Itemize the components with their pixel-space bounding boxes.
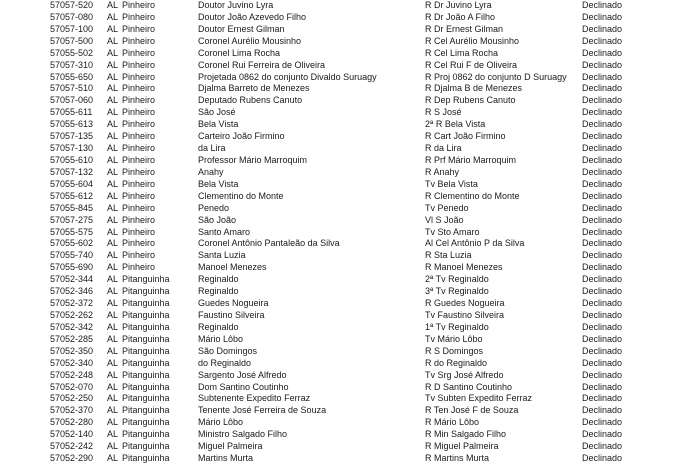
cell-cep: 57052-250 xyxy=(50,393,94,404)
table-row xyxy=(50,12,697,24)
table-row xyxy=(50,143,697,155)
cell-logradouro: da Lira xyxy=(198,143,226,154)
cell-logradouro: Professor Mário Marroquim xyxy=(198,154,308,165)
table-row xyxy=(50,453,697,465)
cell-bairro: Pinheiro xyxy=(122,226,156,237)
cell-abreviatura: 2ª Tv Reginaldo xyxy=(425,274,489,285)
cell-abreviatura: R do Reginaldo xyxy=(425,357,488,368)
cell-cep: 57057-100 xyxy=(50,23,94,34)
cell-situacao: Declinado xyxy=(582,35,623,46)
cell-bairro: Pinheiro xyxy=(122,190,156,201)
cell-abreviatura: R Miguel Palmeira xyxy=(425,441,499,452)
cell-cep: 57057-510 xyxy=(50,83,94,94)
cell-bairro: Pinheiro xyxy=(122,178,156,189)
table-row xyxy=(50,107,697,119)
cell-cep: 57052-346 xyxy=(50,286,94,297)
cell-cep: 57052-248 xyxy=(50,369,94,380)
cell-uf: AL xyxy=(107,262,119,273)
cell-cep: 57057-130 xyxy=(50,143,94,154)
cell-abreviatura: R Martins Murta xyxy=(425,453,490,464)
cell-situacao: Declinado xyxy=(582,238,623,249)
cell-logradouro: Djalma Barreto de Menezes xyxy=(198,83,310,94)
cell-cep: 57057-080 xyxy=(50,11,94,22)
cell-bairro: Pitanguinha xyxy=(122,333,170,344)
cell-bairro: Pinheiro xyxy=(122,0,156,10)
cell-uf: AL xyxy=(107,250,119,261)
cell-uf: AL xyxy=(107,238,119,249)
cell-logradouro: Miguel Palmeira xyxy=(198,441,263,452)
table-row xyxy=(50,358,697,370)
cell-uf: AL xyxy=(107,95,119,106)
cell-cep: 57052-344 xyxy=(50,274,94,285)
cell-logradouro: Faustino Silveira xyxy=(198,309,265,320)
cell-abreviatura: R Cel Aurélio Mousinho xyxy=(425,35,520,46)
cell-cep: 57055-690 xyxy=(50,262,94,273)
cell-abreviatura: R Clementino do Monte xyxy=(425,190,520,201)
cell-logradouro: Santo Amaro xyxy=(198,226,251,237)
cell-abreviatura: 2ª R Bela Vista xyxy=(425,119,486,130)
cell-logradouro: São Domingos xyxy=(198,345,258,356)
cell-situacao: Declinado xyxy=(582,23,623,34)
cell-abreviatura: R D Santino Coutinho xyxy=(425,381,513,392)
cell-bairro: Pitanguinha xyxy=(122,286,170,297)
cell-logradouro: Subtenente Expedito Ferraz xyxy=(198,393,311,404)
cell-situacao: Declinado xyxy=(582,95,623,106)
cell-situacao: Declinado xyxy=(582,202,623,213)
cell-cep: 57055-612 xyxy=(50,190,94,201)
table-row xyxy=(50,24,697,36)
cell-abreviatura: R da Lira xyxy=(425,143,462,154)
cell-situacao: Declinado xyxy=(582,47,623,58)
cell-cep: 57055-575 xyxy=(50,226,94,237)
cell-bairro: Pitanguinha xyxy=(122,345,170,356)
cell-cep: 57057-132 xyxy=(50,166,94,177)
cell-abreviatura: R Ten José F de Souza xyxy=(425,405,519,416)
cell-abreviatura: Tv Sto Amaro xyxy=(425,226,480,237)
cell-abreviatura: R Anahy xyxy=(425,166,460,177)
cell-situacao: Declinado xyxy=(582,0,623,10)
cell-logradouro: Bela Vista xyxy=(198,119,239,130)
cell-situacao: Declinado xyxy=(582,393,623,404)
cell-logradouro: Santa Luzia xyxy=(198,250,246,261)
cell-bairro: Pitanguinha xyxy=(122,453,170,464)
cell-cep: 57055-604 xyxy=(50,178,94,189)
cell-logradouro: Manoel Menezes xyxy=(198,262,267,273)
table-row xyxy=(50,119,697,131)
cell-abreviatura: R Cel Rui F de Oliveira xyxy=(425,59,518,70)
table-row xyxy=(50,95,697,107)
cell-bairro: Pinheiro xyxy=(122,214,156,225)
table-row xyxy=(50,334,697,346)
cell-abreviatura: R Djalma B de Menezes xyxy=(425,83,523,94)
cell-bairro: Pinheiro xyxy=(122,23,156,34)
table-row xyxy=(50,167,697,179)
cell-situacao: Declinado xyxy=(582,309,623,320)
cell-uf: AL xyxy=(107,83,119,94)
cell-bairro: Pinheiro xyxy=(122,131,156,142)
cell-cep: 57052-342 xyxy=(50,321,94,332)
cell-abreviatura: R Dr Ernest Gilman xyxy=(425,23,504,34)
cell-uf: AL xyxy=(107,59,119,70)
table-row xyxy=(50,417,697,429)
cell-situacao: Declinado xyxy=(582,441,623,452)
cell-uf: AL xyxy=(107,23,119,34)
cell-cep: 57052-242 xyxy=(50,441,94,452)
cell-situacao: Declinado xyxy=(582,119,623,130)
cell-logradouro: do Reginaldo xyxy=(198,357,252,368)
cell-cep: 57055-650 xyxy=(50,71,94,82)
cell-cep: 57057-275 xyxy=(50,214,94,225)
cell-bairro: Pinheiro xyxy=(122,107,156,118)
table-row xyxy=(50,250,697,262)
cell-uf: AL xyxy=(107,11,119,22)
cell-bairro: Pinheiro xyxy=(122,119,156,130)
cell-logradouro: Carteiro João Firmino xyxy=(198,131,285,142)
cell-cep: 57057-520 xyxy=(50,0,94,10)
cell-bairro: Pitanguinha xyxy=(122,429,170,440)
cell-bairro: Pinheiro xyxy=(122,11,156,22)
cell-situacao: Declinado xyxy=(582,274,623,285)
cell-situacao: Declinado xyxy=(582,107,623,118)
cell-situacao: Declinado xyxy=(582,405,623,416)
cell-uf: AL xyxy=(107,131,119,142)
cell-bairro: Pitanguinha xyxy=(122,441,170,452)
cell-abreviatura: R Dr João A Filho xyxy=(425,11,496,22)
cell-abreviatura: 1ª Tv Reginaldo xyxy=(425,321,489,332)
cell-situacao: Declinado xyxy=(582,453,623,464)
cell-bairro: Pitanguinha xyxy=(122,274,170,285)
table-row xyxy=(50,83,697,95)
cell-abreviatura: Vl S João xyxy=(425,214,464,225)
cell-logradouro: Mário Lôbo xyxy=(198,417,244,428)
table-row xyxy=(50,227,697,239)
table-row xyxy=(50,346,697,358)
cell-uf: AL xyxy=(107,107,119,118)
cell-cep: 57052-290 xyxy=(50,453,94,464)
cell-logradouro: Coronel Antônio Pantaleão da Silva xyxy=(198,238,340,249)
cell-logradouro: Doutor Juvino Lyra xyxy=(198,0,274,10)
cell-situacao: Declinado xyxy=(582,417,623,428)
cell-bairro: Pitanguinha xyxy=(122,417,170,428)
cell-situacao: Declinado xyxy=(582,262,623,273)
cell-uf: AL xyxy=(107,345,119,356)
table-row xyxy=(50,405,697,417)
table-row xyxy=(50,131,697,143)
cell-uf: AL xyxy=(107,453,119,464)
cell-situacao: Declinado xyxy=(582,71,623,82)
table-row xyxy=(50,322,697,334)
cell-situacao: Declinado xyxy=(582,345,623,356)
cell-bairro: Pinheiro xyxy=(122,143,156,154)
cell-uf: AL xyxy=(107,309,119,320)
cell-logradouro: Projetada 0862 do conjunto Divaldo Suruagy xyxy=(198,71,377,82)
cell-logradouro: Tenente José Ferreira de Souza xyxy=(198,405,327,416)
cell-logradouro: Deputado Rubens Canuto xyxy=(198,95,303,106)
table-row xyxy=(50,179,697,191)
cell-bairro: Pitanguinha xyxy=(122,369,170,380)
cell-situacao: Declinado xyxy=(582,59,623,70)
cell-cep: 57052-285 xyxy=(50,333,94,344)
cell-logradouro: Martins Murta xyxy=(198,453,254,464)
cell-uf: AL xyxy=(107,190,119,201)
cell-uf: AL xyxy=(107,405,119,416)
cell-cep: 57057-500 xyxy=(50,35,94,46)
cell-situacao: Declinado xyxy=(582,250,623,261)
cell-abreviatura: R Proj 0862 do conjunto D Suruagy xyxy=(425,71,567,82)
table-row xyxy=(50,60,697,72)
cell-situacao: Declinado xyxy=(582,429,623,440)
cell-abreviatura: Tv Mário Lôbo xyxy=(425,333,483,344)
cell-abreviatura: Al Cel Antônio P da Silva xyxy=(425,238,525,249)
table-row xyxy=(50,429,697,441)
table-row xyxy=(50,203,697,215)
cell-uf: AL xyxy=(107,166,119,177)
cell-abreviatura: 3ª Tv Reginaldo xyxy=(425,286,489,297)
cell-situacao: Declinado xyxy=(582,357,623,368)
cell-logradouro: Doutor João Azevedo Filho xyxy=(198,11,307,22)
cell-cep: 57057-310 xyxy=(50,59,94,70)
table-row xyxy=(50,286,697,298)
cell-abreviatura: R Dep Rubens Canuto xyxy=(425,95,516,106)
cell-uf: AL xyxy=(107,417,119,428)
cell-uf: AL xyxy=(107,178,119,189)
cell-uf: AL xyxy=(107,0,119,10)
cell-abreviatura: R Dr Juvino Lyra xyxy=(425,0,492,10)
table-row xyxy=(50,310,697,322)
cell-abreviatura: R Sta Luzia xyxy=(425,250,472,261)
cell-cep: 57052-280 xyxy=(50,417,94,428)
cell-bairro: Pinheiro xyxy=(122,95,156,106)
cell-situacao: Declinado xyxy=(582,298,623,309)
cell-cep: 57052-350 xyxy=(50,345,94,356)
cell-bairro: Pitanguinha xyxy=(122,298,170,309)
cell-situacao: Declinado xyxy=(582,214,623,225)
cell-bairro: Pinheiro xyxy=(122,47,156,58)
cell-logradouro: Coronel Lima Rocha xyxy=(198,47,281,58)
cell-logradouro: Coronel Rui Ferreira de Oliveira xyxy=(198,59,326,70)
cell-situacao: Declinado xyxy=(582,321,623,332)
cell-situacao: Declinado xyxy=(582,286,623,297)
cell-bairro: Pinheiro xyxy=(122,262,156,273)
cell-abreviatura: Tv Subten Expedito Ferraz xyxy=(425,393,533,404)
cell-cep: 57057-060 xyxy=(50,95,94,106)
cell-situacao: Declinado xyxy=(582,333,623,344)
cell-cep: 57055-610 xyxy=(50,154,94,165)
cell-cep: 57055-602 xyxy=(50,238,94,249)
cell-uf: AL xyxy=(107,274,119,285)
cell-uf: AL xyxy=(107,202,119,213)
cell-logradouro: Reginaldo xyxy=(198,321,239,332)
table-row xyxy=(50,238,697,250)
table-row xyxy=(50,393,697,405)
cell-logradouro: Coronel Aurélio Mousinho xyxy=(198,35,302,46)
cell-uf: AL xyxy=(107,441,119,452)
cell-cep: 57052-262 xyxy=(50,309,94,320)
cell-bairro: Pitanguinha xyxy=(122,357,170,368)
table-row xyxy=(50,36,697,48)
cell-situacao: Declinado xyxy=(582,166,623,177)
cell-logradouro: Sargento José Alfredo xyxy=(198,369,287,380)
cell-abreviatura: R Mário Lôbo xyxy=(425,417,480,428)
cell-uf: AL xyxy=(107,357,119,368)
table-row xyxy=(50,441,697,453)
cell-situacao: Declinado xyxy=(582,83,623,94)
cell-uf: AL xyxy=(107,286,119,297)
cell-bairro: Pinheiro xyxy=(122,71,156,82)
cell-bairro: Pitanguinha xyxy=(122,321,170,332)
cell-bairro: Pitanguinha xyxy=(122,309,170,320)
cell-uf: AL xyxy=(107,333,119,344)
table-row xyxy=(50,274,697,286)
table-row xyxy=(50,0,697,12)
cell-cep: 57055-740 xyxy=(50,250,94,261)
cell-bairro: Pinheiro xyxy=(122,83,156,94)
cell-uf: AL xyxy=(107,143,119,154)
cell-uf: AL xyxy=(107,226,119,237)
cell-uf: AL xyxy=(107,321,119,332)
cell-abreviatura: R S Domingos xyxy=(425,345,484,356)
cell-abreviatura: R Manoel Menezes xyxy=(425,262,503,273)
cell-cep: 57055-613 xyxy=(50,119,94,130)
cell-situacao: Declinado xyxy=(582,143,623,154)
cell-uf: AL xyxy=(107,393,119,404)
cell-logradouro: Mário Lôbo xyxy=(198,333,244,344)
cell-bairro: Pitanguinha xyxy=(122,381,170,392)
cell-bairro: Pinheiro xyxy=(122,250,156,261)
cell-uf: AL xyxy=(107,214,119,225)
cell-abreviatura: R Cart João Firmino xyxy=(425,131,506,142)
cell-bairro: Pinheiro xyxy=(122,238,156,249)
cell-logradouro: Guedes Nogueira xyxy=(198,298,269,309)
cell-cep: 57052-070 xyxy=(50,381,94,392)
cell-logradouro: Reginaldo xyxy=(198,286,239,297)
cell-logradouro: Bela Vista xyxy=(198,178,239,189)
cell-cep: 57055-611 xyxy=(50,107,93,118)
cell-cep: 57055-502 xyxy=(50,47,94,58)
cell-bairro: Pitanguinha xyxy=(122,405,170,416)
cell-logradouro: Penedo xyxy=(198,202,230,213)
cell-situacao: Declinado xyxy=(582,11,623,22)
cell-uf: AL xyxy=(107,154,119,165)
cell-logradouro: Reginaldo xyxy=(198,274,239,285)
cell-bairro: Pinheiro xyxy=(122,202,156,213)
cell-abreviatura: R S José xyxy=(425,107,462,118)
cell-cep: 57052-140 xyxy=(50,429,94,440)
cell-abreviatura: R Min Salgado Filho xyxy=(425,429,507,440)
cell-abreviatura: Tv Penedo xyxy=(425,202,469,213)
cell-logradouro: Anahy xyxy=(198,166,224,177)
cell-situacao: Declinado xyxy=(582,381,623,392)
table-row xyxy=(50,72,697,84)
cell-bairro: Pinheiro xyxy=(122,35,156,46)
table-row xyxy=(50,191,697,203)
cell-logradouro: Dom Santino Coutinho xyxy=(198,381,289,392)
cell-abreviatura: Tv Srg José Alfredo xyxy=(425,369,504,380)
cell-logradouro: São João xyxy=(198,214,237,225)
cell-cep: 57052-370 xyxy=(50,405,94,416)
cell-situacao: Declinado xyxy=(582,131,623,142)
cell-cep: 57052-372 xyxy=(50,298,94,309)
cell-uf: AL xyxy=(107,381,119,392)
cell-abreviatura: R Guedes Nogueira xyxy=(425,298,505,309)
table-row xyxy=(50,155,697,167)
cell-uf: AL xyxy=(107,35,119,46)
cell-bairro: Pinheiro xyxy=(122,154,156,165)
cell-uf: AL xyxy=(107,71,119,82)
cell-logradouro: Ministro Salgado Filho xyxy=(198,429,288,440)
cell-uf: AL xyxy=(107,369,119,380)
table-row xyxy=(50,370,697,382)
cell-cep: 57055-845 xyxy=(50,202,94,213)
cell-abreviatura: Tv Faustino Silveira xyxy=(425,309,505,320)
cell-logradouro: Doutor Ernest Gilman xyxy=(198,23,285,34)
table-row xyxy=(50,215,697,227)
cell-abreviatura: Tv Bela Vista xyxy=(425,178,478,189)
cell-situacao: Declinado xyxy=(582,226,623,237)
table-row xyxy=(50,262,697,274)
cell-bairro: Pinheiro xyxy=(122,166,156,177)
cell-bairro: Pitanguinha xyxy=(122,393,170,404)
cell-situacao: Declinado xyxy=(582,178,623,189)
cell-situacao: Declinado xyxy=(582,190,623,201)
cell-abreviatura: R Cel Lima Rocha xyxy=(425,47,499,58)
cell-bairro: Pinheiro xyxy=(122,59,156,70)
table-row xyxy=(50,48,697,60)
table-row xyxy=(50,382,697,394)
cell-cep: 57057-135 xyxy=(50,131,94,142)
cell-uf: AL xyxy=(107,119,119,130)
cell-situacao: Declinado xyxy=(582,154,623,165)
cell-logradouro: Clementino do Monte xyxy=(198,190,284,201)
cell-uf: AL xyxy=(107,298,119,309)
cell-uf: AL xyxy=(107,429,119,440)
cell-abreviatura: R Prf Mário Marroquim xyxy=(425,154,517,165)
cell-logradouro: São José xyxy=(198,107,236,118)
cell-cep: 57052-340 xyxy=(50,357,94,368)
table-row xyxy=(50,298,697,310)
cell-uf: AL xyxy=(107,47,119,58)
cell-situacao: Declinado xyxy=(582,369,623,380)
